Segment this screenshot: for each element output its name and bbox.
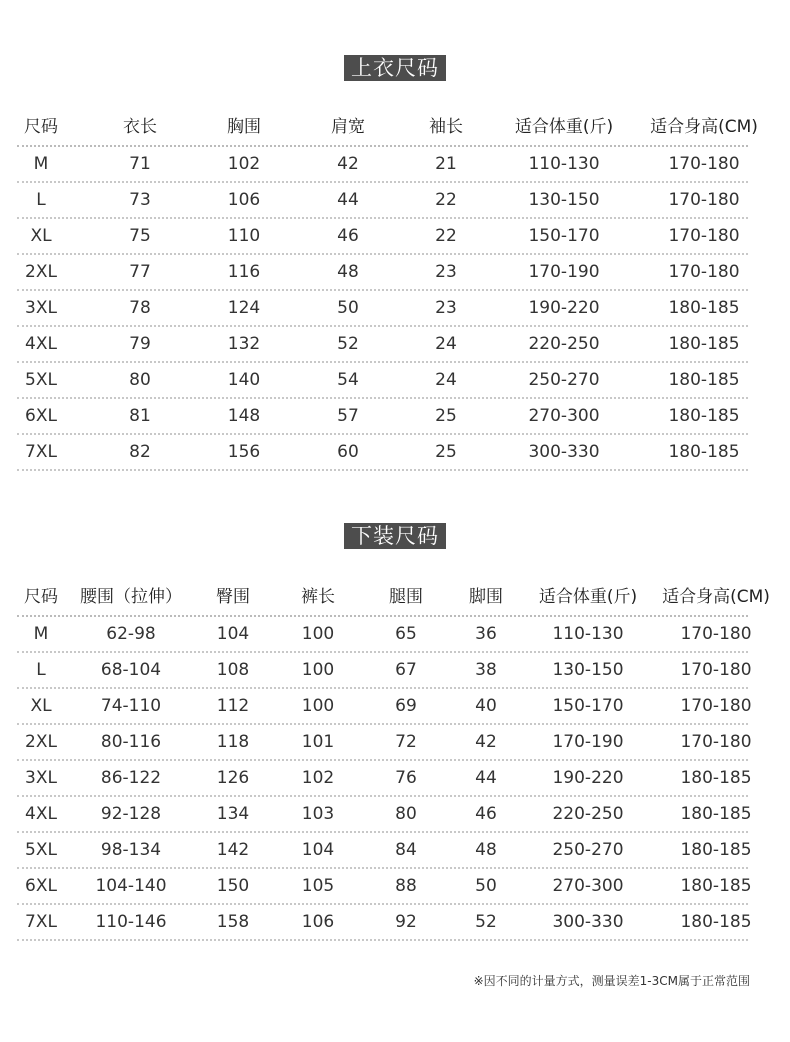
bottom-size-table (17, 579, 770, 941)
table-cell: 118 (216, 732, 250, 752)
table-cell: 54 (337, 370, 359, 390)
table-row (17, 291, 748, 327)
table-cell: 170-180 (668, 190, 740, 210)
table-row (17, 363, 748, 399)
table-cell: 170-180 (668, 226, 740, 246)
table-cell: 180-185 (680, 912, 752, 932)
table-row (17, 653, 752, 689)
table-cell: 3XL (25, 768, 57, 788)
table-row (17, 725, 752, 761)
table-cell: 110-130 (552, 624, 624, 644)
table-cell: 100 (301, 696, 335, 716)
table-cell: 69 (395, 696, 417, 716)
table-cell: 92 (395, 912, 417, 932)
table-cell: 84 (395, 840, 417, 860)
table-cell: 180-185 (680, 876, 752, 896)
table-cell: 62-98 (106, 624, 156, 644)
table-cell: 104 (301, 840, 335, 860)
table-cell: 71 (129, 154, 151, 174)
table-cell: 180-185 (680, 804, 752, 824)
table-cell: 36 (475, 624, 497, 644)
column-header: 适合体重(斤) (538, 587, 638, 607)
table-row (17, 905, 752, 941)
table-header-row (17, 109, 758, 147)
table-cell: 150 (216, 876, 250, 896)
table-cell: 124 (227, 298, 261, 318)
table-cell: 190-220 (528, 298, 600, 318)
table-cell: 180-185 (668, 298, 740, 318)
table-cell: 88 (395, 876, 417, 896)
table-cell: 158 (216, 912, 250, 932)
table-row (17, 797, 752, 833)
table-cell: 2XL (25, 262, 57, 282)
table-cell: 77 (129, 262, 151, 282)
table-cell: 76 (395, 768, 417, 788)
table-cell: 170-190 (528, 262, 600, 282)
table-cell: 220-250 (528, 334, 600, 354)
table-cell: 110 (227, 226, 261, 246)
table-cell: 48 (337, 262, 359, 282)
table-cell: 52 (475, 912, 497, 932)
top-size-table (17, 109, 758, 471)
table-cell: 104-140 (95, 876, 167, 896)
table-row (17, 617, 752, 653)
table-row (17, 255, 748, 291)
table-cell: XL (30, 226, 52, 246)
table-cell: 25 (435, 442, 457, 462)
table-cell: 101 (301, 732, 335, 752)
table-cell: 40 (475, 696, 497, 716)
table-cell: 300-330 (552, 912, 624, 932)
table-cell: XL (30, 696, 52, 716)
table-cell: 4XL (25, 334, 57, 354)
table-cell: 80 (395, 804, 417, 824)
table-cell: 38 (475, 660, 497, 680)
table-cell: 44 (475, 768, 497, 788)
table-cell: 100 (301, 660, 335, 680)
top-size-title-label: 上衣尺码 (344, 55, 446, 81)
table-cell: 180-185 (668, 334, 740, 354)
table-cell: 5XL (25, 840, 57, 860)
table-cell: 300-330 (528, 442, 600, 462)
column-header: 脚围 (469, 587, 503, 607)
table-cell: 170-180 (680, 624, 752, 644)
table-cell: 7XL (25, 912, 57, 932)
column-header: 臀围 (216, 587, 250, 607)
table-cell: 82 (129, 442, 151, 462)
column-header: 肩宽 (331, 117, 365, 137)
table-cell: 126 (216, 768, 250, 788)
table-cell: 75 (129, 226, 151, 246)
table-cell: 74-110 (100, 696, 162, 716)
table-cell: 150-170 (528, 226, 600, 246)
table-cell: 81 (129, 406, 151, 426)
table-cell: 110-130 (528, 154, 600, 174)
table-header-row (17, 579, 770, 617)
column-header: 袖长 (429, 117, 463, 137)
table-cell: 79 (129, 334, 151, 354)
table-cell: M (33, 624, 49, 644)
table-cell: 48 (475, 840, 497, 860)
table-cell: 42 (475, 732, 497, 752)
table-row (17, 689, 752, 725)
column-header: 尺码 (24, 117, 58, 137)
table-cell: 60 (337, 442, 359, 462)
table-cell: 142 (216, 840, 250, 860)
table-cell: 116 (227, 262, 261, 282)
table-cell: 25 (435, 406, 457, 426)
table-cell: 22 (435, 226, 457, 246)
column-header: 裤长 (301, 587, 335, 607)
table-cell: 104 (216, 624, 250, 644)
table-cell: 148 (227, 406, 261, 426)
table-cell: 170-180 (680, 696, 752, 716)
table-cell: 24 (435, 334, 457, 354)
table-cell: 180-185 (668, 370, 740, 390)
table-cell: 190-220 (552, 768, 624, 788)
table-cell: 7XL (25, 442, 57, 462)
table-cell: 78 (129, 298, 151, 318)
table-cell: 21 (435, 154, 457, 174)
table-cell: 156 (227, 442, 261, 462)
table-cell: 134 (216, 804, 250, 824)
table-cell: 105 (301, 876, 335, 896)
column-header: 胸围 (227, 117, 261, 137)
column-header: 适合身高(CM) (662, 587, 770, 607)
table-cell: 220-250 (552, 804, 624, 824)
table-cell: 80 (129, 370, 151, 390)
bottom-size-title-label: 下装尺码 (344, 523, 446, 549)
table-row (17, 399, 748, 435)
table-cell: 130-150 (528, 190, 600, 210)
table-cell: 98-134 (100, 840, 162, 860)
table-cell: 106 (227, 190, 261, 210)
table-cell: 102 (227, 154, 261, 174)
column-header: 适合体重(斤) (514, 117, 614, 137)
table-cell: 103 (301, 804, 335, 824)
table-cell: 86-122 (100, 768, 162, 788)
table-row (17, 833, 752, 869)
measurement-note: ※因不同的计量方式，测量误差1-3CM属于正常范围 (473, 974, 750, 988)
table-cell: 2XL (25, 732, 57, 752)
bottom-size-title (0, 523, 790, 549)
table-cell: M (33, 154, 49, 174)
table-cell: 65 (395, 624, 417, 644)
table-cell: 140 (227, 370, 261, 390)
table-cell: 170-190 (552, 732, 624, 752)
table-cell: 6XL (25, 876, 57, 896)
table-row (17, 327, 748, 363)
table-row (17, 147, 748, 183)
table-cell: 250-270 (528, 370, 600, 390)
table-cell: 42 (337, 154, 359, 174)
table-cell: 110-146 (95, 912, 167, 932)
table-cell: 106 (301, 912, 335, 932)
table-row (17, 869, 752, 905)
table-row (17, 435, 748, 471)
table-cell: 270-300 (528, 406, 600, 426)
table-cell: 270-300 (552, 876, 624, 896)
table-cell: 80-116 (100, 732, 162, 752)
table-cell: 180-185 (668, 442, 740, 462)
table-cell: 46 (475, 804, 497, 824)
table-cell: 5XL (25, 370, 57, 390)
table-cell: 92-128 (100, 804, 162, 824)
table-cell: L (36, 190, 46, 210)
table-cell: 50 (475, 876, 497, 896)
table-cell: 150-170 (552, 696, 624, 716)
table-cell: 67 (395, 660, 417, 680)
table-row (17, 219, 748, 255)
table-cell: 23 (435, 262, 457, 282)
table-cell: 24 (435, 370, 457, 390)
table-cell: 108 (216, 660, 250, 680)
table-cell: 100 (301, 624, 335, 644)
table-cell: 130-150 (552, 660, 624, 680)
table-cell: 22 (435, 190, 457, 210)
table-cell: 73 (129, 190, 151, 210)
table-cell: 180-185 (680, 768, 752, 788)
table-cell: 180-185 (680, 840, 752, 860)
table-cell: 52 (337, 334, 359, 354)
column-header: 腰围（拉伸） (80, 587, 182, 607)
table-cell: 170-180 (668, 154, 740, 174)
table-cell: 4XL (25, 804, 57, 824)
table-row (17, 183, 748, 219)
table-cell: 102 (301, 768, 335, 788)
column-header: 适合身高(CM) (650, 117, 758, 137)
table-row (17, 761, 752, 797)
table-cell: 170-180 (668, 262, 740, 282)
table-cell: 3XL (25, 298, 57, 318)
column-header: 腿围 (389, 587, 423, 607)
top-size-title (0, 55, 790, 81)
column-header: 尺码 (24, 587, 58, 607)
table-cell: 6XL (25, 406, 57, 426)
table-cell: 72 (395, 732, 417, 752)
table-cell: 68-104 (100, 660, 162, 680)
table-cell: 112 (216, 696, 250, 716)
table-cell: 170-180 (680, 660, 752, 680)
table-cell: L (36, 660, 46, 680)
table-cell: 46 (337, 226, 359, 246)
table-cell: 250-270 (552, 840, 624, 860)
table-cell: 57 (337, 406, 359, 426)
table-cell: 23 (435, 298, 457, 318)
column-header: 衣长 (123, 117, 157, 137)
table-cell: 170-180 (680, 732, 752, 752)
table-cell: 44 (337, 190, 359, 210)
table-cell: 180-185 (668, 406, 740, 426)
table-cell: 132 (227, 334, 261, 354)
table-cell: 50 (337, 298, 359, 318)
